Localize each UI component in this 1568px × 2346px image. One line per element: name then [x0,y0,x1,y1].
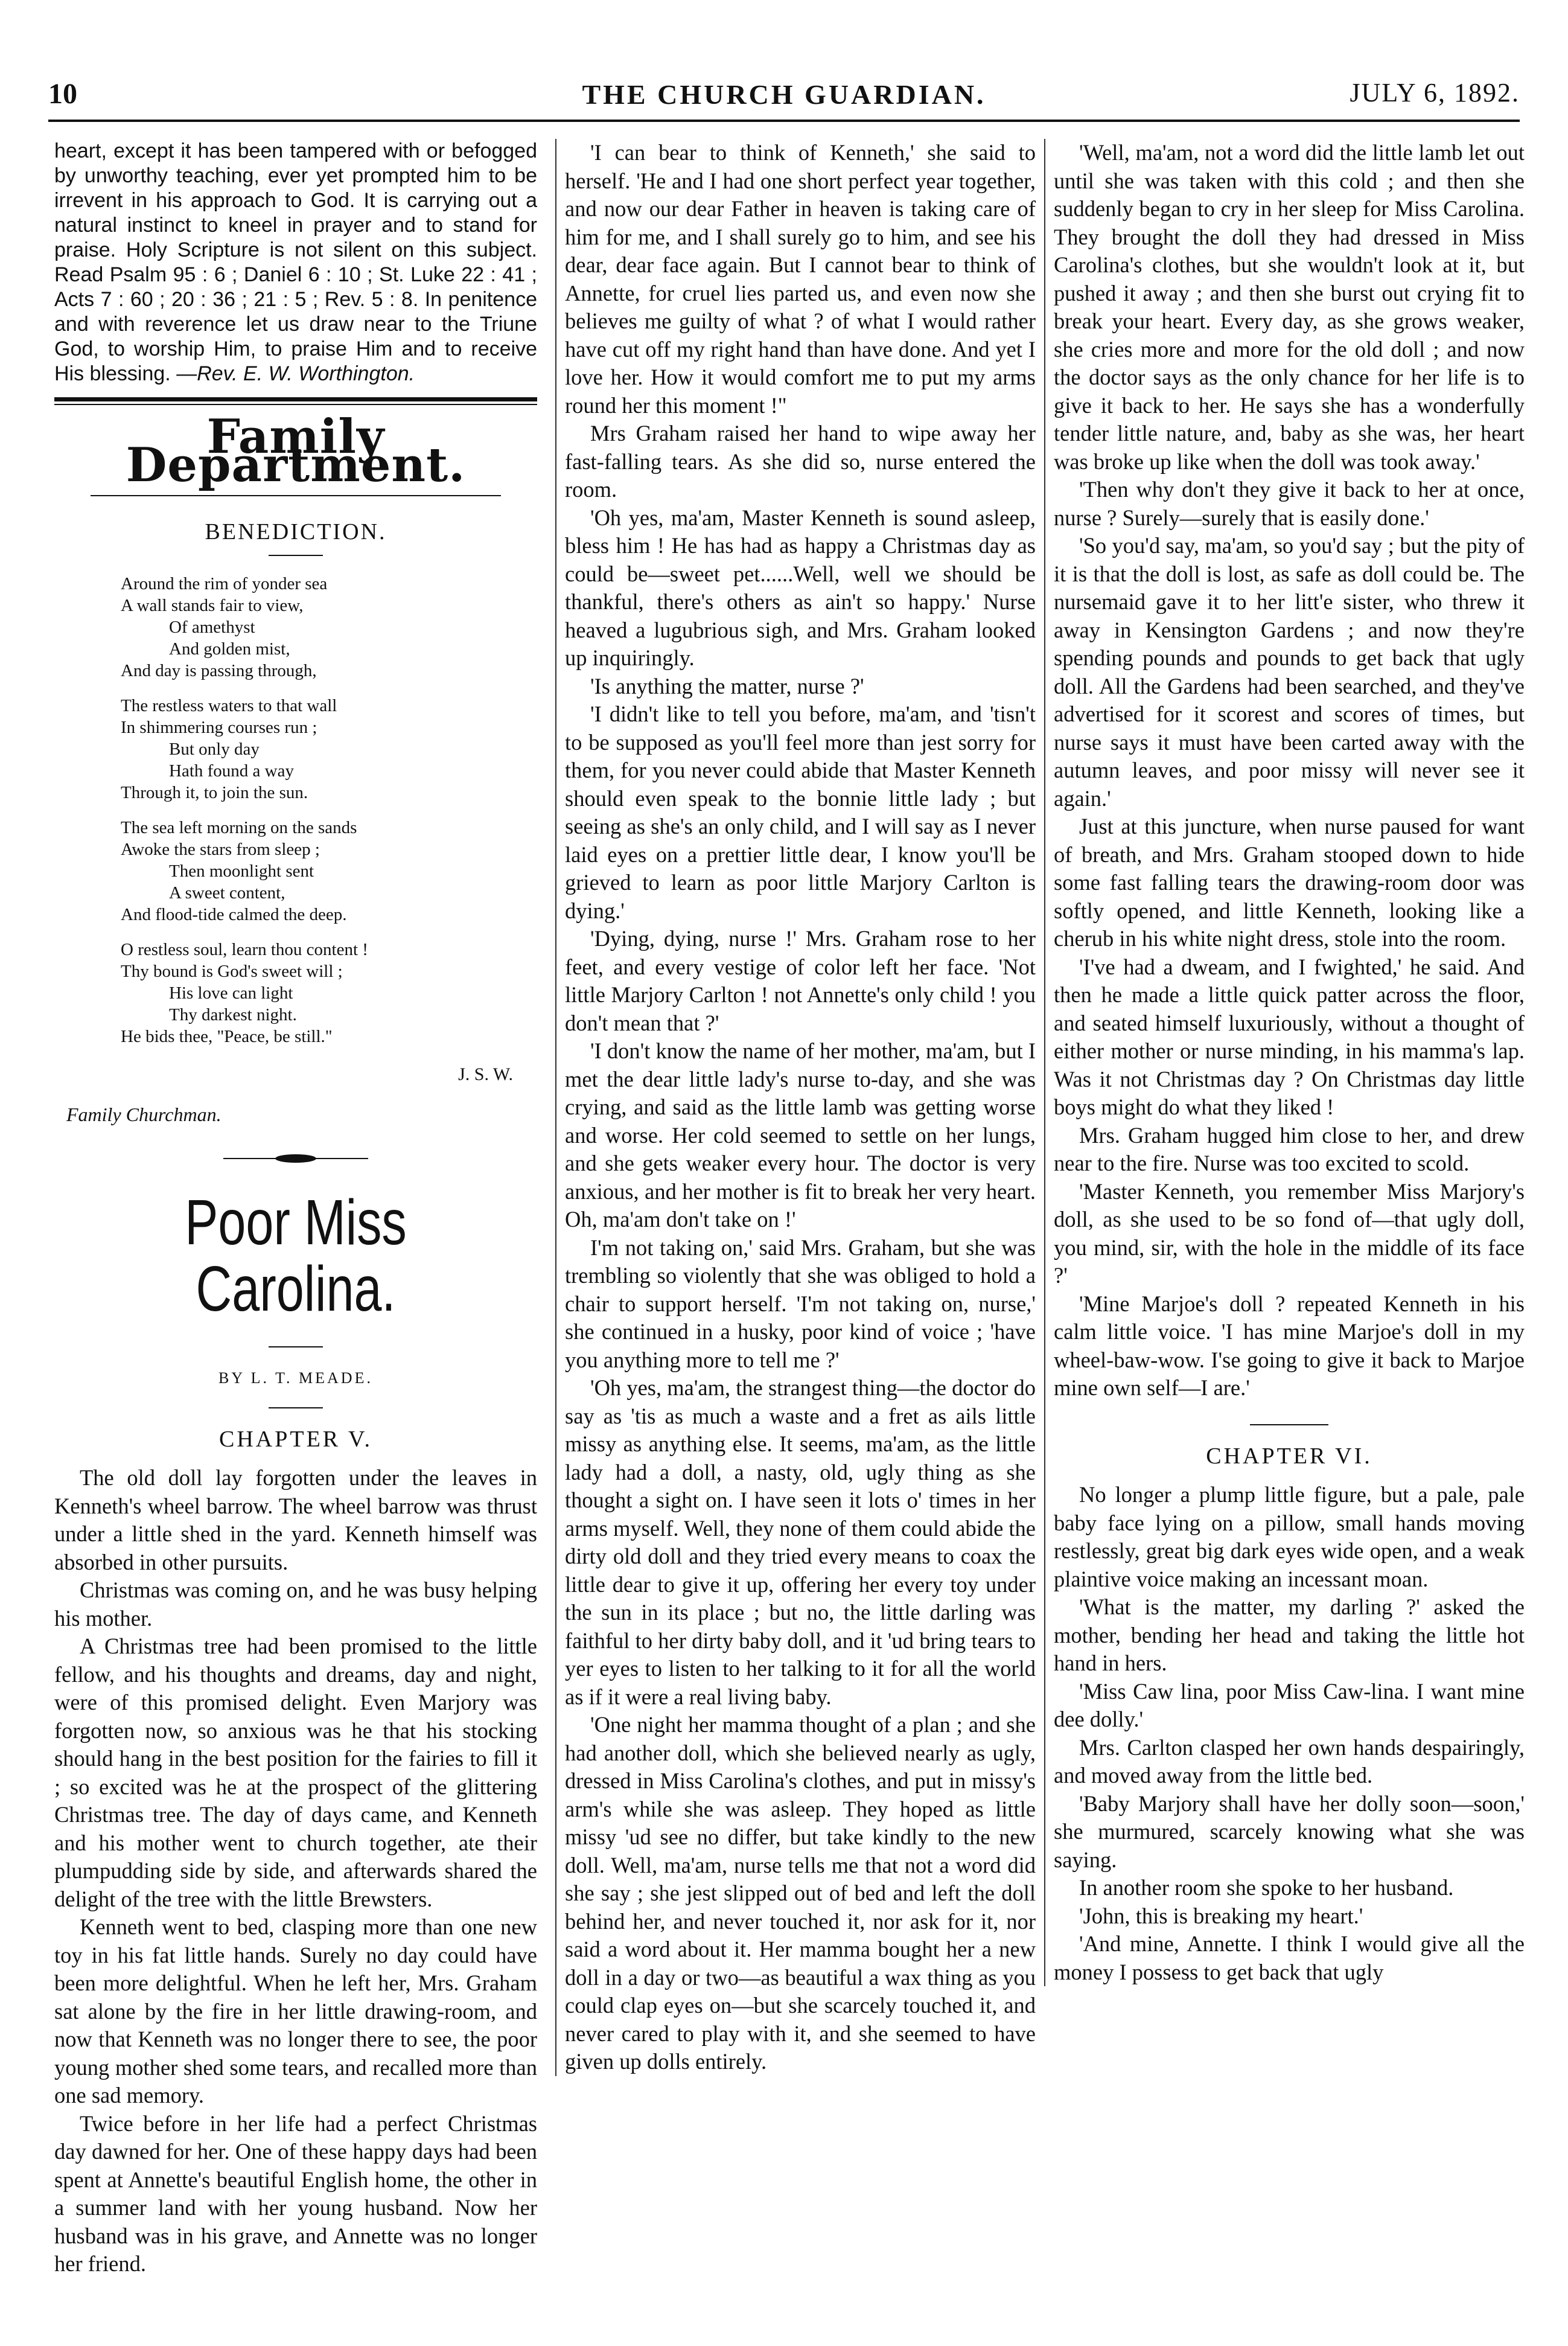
story-paragraph: Twice before in her life had a perfect Christmas day dawned for her. One of these happy days had been spent at Annette's beautiful English home, the other in a summer land with her young husband. Now her husband was in his grave, and Annette was no longer her friend. [54,2111,537,2276]
story-paragraph: 'John, this is breaking my heart.' [1079,1903,1363,1928]
story-title-rule [269,1346,323,1347]
poem-stanza-3 [121,817,537,925]
ornament-icon [223,1152,368,1165]
poem-line: Around the rim of yonder sea [121,574,328,593]
story-paragraph: 'One night her mamma thought of a plan ; and she had another doll, which she believed nearly as ugly, dressed in Miss Carolina's clothes, and put in missy's arm's while she was asleep. They hoped as little missy 'ud see no differ, but take kindly to the new doll. Well, ma'am, nurse tells me that not a word did she say ; she jest slipped out of bed and left the doll behind her, and never touched it, nor ask for it, nor said a word about it. Her mamma bought her a new doll in a day or two—as beautiful a wax thing as you could clap eyes on—but she scarcely touched it, and never cared to play with it, and she seemed to have given up dolls entirely. [565,1712,1036,2074]
poem-line: O restless soul, learn thou content ! [121,939,368,959]
story-paragraph: 'Miss Caw lina, poor Miss Caw-lina. I want mine dee dolly.' [1054,1678,1525,1731]
poem-stanza-4 [121,939,537,1047]
poem-line: Through it, to join the sun. [121,782,308,802]
poem-line: The sea left morning on the sands [121,817,357,837]
ornament-divider [54,1143,537,1172]
poem-line: His love can light [169,983,293,1003]
department-heading: Family Department. [126,409,466,493]
story-paragraph: 'I don't know the name of her mother, ma'am, but I met the dear little lady's nurse to-day, and she was crying, and said as the little lamb was getting worse and worse. Her cold seemed to settle on her lungs, and she gets weaker every hour. The doctor is very anxious, and her mother is fit to break her very heart. Oh, ma'am don't take on !' [565,1038,1036,1232]
story-paragraph: 'Master Kenneth, you remember Miss Marjory's doll, as she used to be so fond of—that ugly doll, you mind, sir, with the hole in the middle of its face ?' [1054,1178,1525,1288]
column-3 [1044,139,1525,1986]
intro-paragraph [54,139,537,386]
story-paragraph: 'I've had a dweam, and I fwighted,' he said. And then he made a little quick patter across the floor, and seated himself luxuriously, without a thought of either mother or nurse minding, in his mamma's lap. Was it not Christmas day ? On Christmas day little boys might do what they liked ! [1054,954,1525,1119]
story-paragraph: 'I can bear to think of Kenneth,' she said to herself. 'He and I had one short perfect year together, and now our dear Father in heaven is taking care of him for me, and I shall surely go to him, and see his dear, dear face again. But I cannot bear to think of Annette, for cruel lies parted us, and even now she believes me guilty of what ? of what I would rather have cut off my right hand than have done. And yet I love her. How it would comfort me to put my arms round her this moment !" [565,140,1036,418]
poem-source: Family Churchman. [66,1104,221,1125]
story-paragraph: 'I didn't like to tell you before, ma'am, and 'tisn't to be supposed as you'll feel more than jest sorry for them, for you never could abide that Master Kenneth should even speak to the bonnie little lady ; but seeing as she's an only child, and I will say as I never laid eyes on a prettier little dear, I know you'll be grieved to learn as poor little Marjory Carlton is dying.' [565,702,1036,923]
poem-line: The restless waters to that wall [121,695,337,715]
poem-signature: J. S. W. [458,1064,513,1084]
section-rule-thin [54,404,537,405]
story-paragraph: 'Then why don't they give it back to her at once, nurse ? Surely—surely that is easily done.' [1054,477,1525,530]
chapter-heading: CHAPTER VI. [1206,1443,1372,1469]
page-number: 10 [48,78,77,110]
column-2 [555,139,1036,2076]
story-paragraph: Kenneth went to bed, clasping more than one new toy in his fat little hands. Surely no day could have been more delightful. When he left her, Mrs. Graham sat alone by the fire in her little drawing-room, and now that Kenneth was no longer there to see, the poor young mother shed some tears, and recalled more than one sad memory. [54,1914,537,2108]
poem-line: Thy bound is God's sweet will ; [121,961,343,981]
poem-line: Then moonlight sent [169,861,314,881]
story-paragraph: 'Oh yes, ma'am, the strangest thing—the doctor do say as 'tis as much a waste and a fret as ails little missy as anything else. It seems, ma'am, as the little lady had a doll, a nasty, old, ugly thing as she thought a sight on. I have seen it lots o' times in her arms myself. Well, they none of them could abide the dirty old doll and they tried every means to coax the little dear to give it up, offering her every toy under the sun in its place ; but no, the little darling was faithful to her dirty baby doll, and it 'ud bring tears to yer eyes to listen to her talking to it for all the world as if it were a real living baby. [565,1375,1036,1709]
chapter-heading: CHAPTER V. [219,1426,372,1452]
page-header [48,65,1520,122]
poem-line: In shimmering courses run ; [121,717,317,737]
story-paragraph: In another room she spoke to her husband. [1079,1875,1454,1900]
intro-text: heart, except it has been tampered with or befogged by unworthy teaching, ever yet prompted him to be irrevent in his approach to God. It is carrying out a natural instinct to kneel in prayer and to stand for praise. Holy Scripture is not silent on this subject. Read Psalm 95 : 6 ; Daniel 6 : 10 ; St. Luke 22 : 41 ; Acts 7 : 60 ; 20 : 36 ; 21 : 5 ; Rev. 5 : 8. In penitence and with reverence let us draw near to the Triune God, to worship Him, to praise Him and to receive His blessing. [54,139,537,385]
story-paragraph: 'Oh yes, ma'am, Master Kenneth is sound asleep, bless him ! He has had as happy a Christmas day as could be—sweet pet......Well, well we should be thankful, there's others as ain't so happy.' Nurse heaved a lugubrious sigh, and Mrs. Graham looked up inquiringly. [565,505,1036,670]
column-1 [54,139,537,2278]
story-paragraph: 'Dying, dying, nurse !' Mrs. Graham rose to her feet, and every vestige of color left her face. 'Not little Marjory Carlton ! not Annette's only child ! you don't mean that ?' [565,926,1036,1035]
byline-rule [269,1407,323,1408]
story-paragraph: No longer a plump little figure, but a pale, pale baby face lying on a pillow, small hands moving restlessly, great big dark eyes wide open, and a weak plaintive voice making an incessant moan. [1054,1482,1525,1591]
poem-title: BENEDICTION. [205,519,387,545]
poem-line: Hath found a way [169,761,294,781]
poem-title-rule [269,555,323,556]
story-paragraph: 'Well, ma'am, not a word did the little lamb let out until she was taken with this cold ; and then she suddenly began to cry in her sleep for Miss Carolina. They brought the doll they had dressed in Miss Carolina's clothes, but she wouldn't look at it, but pushed it away ; and then she burst out crying fit to break your heart. Every day, as she grows weaker, she cries more and more for the old doll ; and now the doctor says as the only chance for her life is to give it back to her. He says she has a wonderfully tender little nature, and, baby as she was, her heart was broke up like when the doll was took away.' [1054,140,1525,474]
poem-line: Awoke the stars from sleep ; [121,839,320,859]
story-paragraph: The old doll lay forgotten under the leaves in Kenneth's wheel barrow. The wheel barrow was thrust under a little shed in the yard. Kenneth himself was absorbed in other pursuits. [54,1465,537,1574]
story-paragraph: 'So you'd say, ma'am, so you'd say ; but the pity of it is that the doll is lost, as safe as doll could be. The nursemaid gave it to her litt'e sister, who threw it away in Kensington Gardens ; and now they're spending pounds and pounds to get back that ugly doll. All the Gardens had been searched, and they've advertised for it scorest and scores of times, but nurse says it must have been carted away with the autumn leaves, and poor missy will never see it again.' [1054,533,1525,811]
chapter-rule [1250,1424,1328,1425]
story-paragraph: Christmas was coming on, and he was busy helping his mother. [54,1577,537,1631]
story-paragraph: 'Mine Marjoe's doll ? repeated Kenneth in his calm little voice. 'I has mine Marjoe's doll in my wheel-baw-wow. I'se going to give it back to Marjoe mine own self—I are.' [1054,1291,1525,1400]
story-byline: BY L. T. MEADE. [218,1369,373,1387]
story-paragraph: Mrs. Graham hugged him close to her, and drew near to the fire. Nurse was too excited to scold. [1054,1122,1525,1175]
story-paragraph: A Christmas tree had been promised to the little fellow, and his thoughts and dreams, day and night, were of this promised delight. Even Marjory was forgotten now, so anxious was he that his stocking should hang in the best position for the fairies to fill it ; so excited was he at the prospect of the glittering Christmas tree. The day of days came, and Kenneth and his mother went to church together, ate their plumpudding side by side, and afterwards shared the delight of the tree with the little Brewsters. [54,1634,537,1911]
poem-stanza-1 [121,573,537,682]
poem-line: And golden mist, [169,639,290,659]
story-paragraph: Mrs Graham raised her hand to wipe away her fast-falling tears. As she did so, nurse entered the room. [565,421,1036,502]
poem-line: Thy darkest night. [169,1005,297,1024]
issue-date: JULY 6, 1892. [1350,78,1520,107]
story-paragraph: 'And mine, Annette. I think I would give all the money I possess to get back that ugly [1054,1931,1525,1984]
story-paragraph: 'Is anything the matter, nurse ?' [590,673,864,698]
poem-line: He bids thee, "Peace, be still." [121,1026,333,1046]
poem-line: And flood-tide calmed the deep. [121,904,347,924]
story-paragraph: Just at this juncture, when nurse paused for want of breath, and Mrs. Graham stooped down to hide some fast falling tears the drawing-room door was softly opened, and little Kenneth, looking like a cherub in his white night dress, stole into the room. [1054,814,1525,951]
poem-line: But only day [169,739,260,759]
story-paragraph: Mrs. Carlton clasped her own hands despairingly, and moved away from the little bed. [1054,1734,1525,1788]
poem-line: Of amethyst [169,617,255,637]
story-title: Poor Miss Carolina. [185,1187,407,1325]
story-paragraph: I'm not taking on,' said Mrs. Graham, but she was trembling so violently that she was obliged to hold a chair to support herself. 'I'm not taking on, nurse,' she continued in a husky, poor kind of voice ; 'have you anything more to tell me ?' [565,1235,1036,1372]
story-paragraph: 'What is the matter, my darling ?' asked the mother, bending her head and taking the little hot hand in hers. [1054,1594,1525,1675]
newspaper-title: THE CHURCH GUARDIAN. [582,79,986,110]
poem-line: And day is passing through, [121,660,317,680]
poem-line: A sweet content, [169,883,285,903]
poem-stanza-2 [121,695,537,804]
section-rule-thick [54,397,537,401]
poem-line: A wall stands fair to view, [121,595,304,615]
poem [121,573,537,1047]
intro-signature: —Rev. E. W. Worthington. [176,362,415,385]
department-rule [91,495,501,496]
story-paragraph: 'Baby Marjory shall have her dolly soon—soon,' she murmured, scarcely knowing what she was saying. [1054,1791,1525,1872]
